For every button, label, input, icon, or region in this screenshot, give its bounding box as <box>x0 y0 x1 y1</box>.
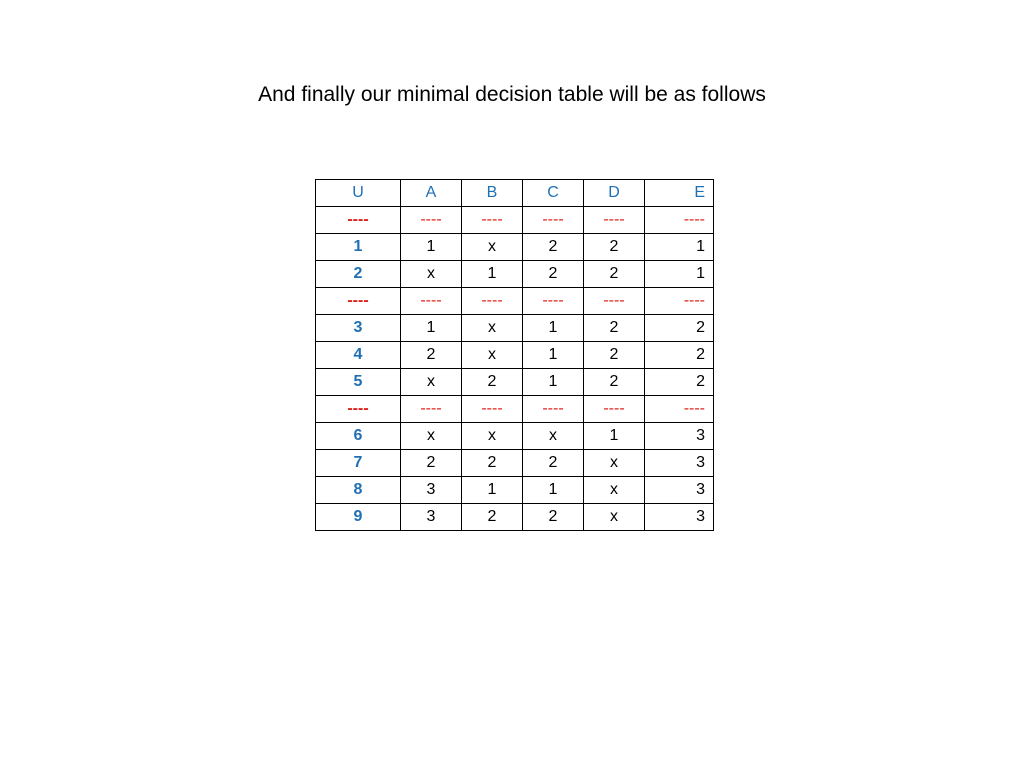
column-header-c: C <box>523 180 584 207</box>
table-body <box>316 207 714 531</box>
value-cell: 3 <box>401 504 462 531</box>
table-row <box>316 369 714 396</box>
separator-cell: ---- <box>401 288 462 315</box>
value-cell: 3 <box>645 477 714 504</box>
value-cell: 2 <box>645 369 714 396</box>
value-cell: 2 <box>523 234 584 261</box>
value-cell: 1 <box>523 477 584 504</box>
separator-cell: ---- <box>523 207 584 234</box>
table-row <box>316 477 714 504</box>
separator-cell: ---- <box>523 288 584 315</box>
separator-row <box>316 396 714 423</box>
table-row <box>316 234 714 261</box>
separator-cell: ---- <box>584 288 645 315</box>
separator-cell: ---- <box>645 207 714 234</box>
table-row <box>316 450 714 477</box>
separator-cell: ---- <box>316 207 401 234</box>
table-row <box>316 504 714 531</box>
value-cell: 2 <box>645 315 714 342</box>
separator-cell: ---- <box>523 396 584 423</box>
row-id-cell: 4 <box>316 342 401 369</box>
value-cell: x <box>584 477 645 504</box>
value-cell: 1 <box>523 369 584 396</box>
separator-cell: ---- <box>645 396 714 423</box>
value-cell: 1 <box>462 261 523 288</box>
value-cell: 2 <box>584 342 645 369</box>
value-cell: 2 <box>645 342 714 369</box>
row-id-cell: 3 <box>316 315 401 342</box>
row-id-cell: 6 <box>316 423 401 450</box>
separator-row <box>316 207 714 234</box>
row-id-cell: 7 <box>316 450 401 477</box>
column-header-e: E <box>645 180 714 207</box>
value-cell: 1 <box>645 234 714 261</box>
column-header-b: B <box>462 180 523 207</box>
value-cell: 1 <box>584 423 645 450</box>
separator-cell: ---- <box>316 288 401 315</box>
table-header-row <box>316 180 714 207</box>
table-row <box>316 315 714 342</box>
value-cell: x <box>401 261 462 288</box>
value-cell: 2 <box>401 450 462 477</box>
value-cell: 1 <box>523 342 584 369</box>
value-cell: 2 <box>462 369 523 396</box>
value-cell: 2 <box>462 504 523 531</box>
value-cell: 3 <box>645 504 714 531</box>
value-cell: x <box>584 504 645 531</box>
value-cell: x <box>523 423 584 450</box>
separator-cell: ---- <box>401 207 462 234</box>
value-cell: x <box>462 315 523 342</box>
separator-cell: ---- <box>645 288 714 315</box>
value-cell: 3 <box>401 477 462 504</box>
row-id-cell: 5 <box>316 369 401 396</box>
separator-cell: ---- <box>462 207 523 234</box>
value-cell: x <box>584 450 645 477</box>
value-cell: 2 <box>401 342 462 369</box>
value-cell: 2 <box>584 369 645 396</box>
value-cell: x <box>401 369 462 396</box>
column-header-d: D <box>584 180 645 207</box>
separator-cell: ---- <box>584 396 645 423</box>
value-cell: 1 <box>401 315 462 342</box>
value-cell: 2 <box>584 315 645 342</box>
table-row <box>316 423 714 450</box>
separator-cell: ---- <box>462 288 523 315</box>
table-row <box>316 261 714 288</box>
row-id-cell: 8 <box>316 477 401 504</box>
value-cell: 2 <box>523 504 584 531</box>
value-cell: 3 <box>645 423 714 450</box>
value-cell: 2 <box>584 261 645 288</box>
row-id-cell: 1 <box>316 234 401 261</box>
separator-cell: ---- <box>462 396 523 423</box>
table-row <box>316 342 714 369</box>
value-cell: 2 <box>523 261 584 288</box>
value-cell: x <box>462 234 523 261</box>
value-cell: 2 <box>584 234 645 261</box>
value-cell: 1 <box>401 234 462 261</box>
row-id-cell: 9 <box>316 504 401 531</box>
value-cell: 2 <box>523 450 584 477</box>
value-cell: x <box>462 342 523 369</box>
value-cell: 1 <box>462 477 523 504</box>
row-id-cell: 2 <box>316 261 401 288</box>
separator-cell: ---- <box>316 396 401 423</box>
page-title: And finally our minimal decision table will be as follows <box>258 83 766 106</box>
separator-cell: ---- <box>584 207 645 234</box>
column-header-u: U <box>316 180 401 207</box>
value-cell: x <box>401 423 462 450</box>
value-cell: x <box>462 423 523 450</box>
value-cell: 1 <box>523 315 584 342</box>
separator-row <box>316 288 714 315</box>
decision-table <box>315 179 714 531</box>
table-header <box>316 180 714 207</box>
separator-cell: ---- <box>401 396 462 423</box>
value-cell: 1 <box>645 261 714 288</box>
column-header-a: A <box>401 180 462 207</box>
value-cell: 2 <box>462 450 523 477</box>
value-cell: 3 <box>645 450 714 477</box>
